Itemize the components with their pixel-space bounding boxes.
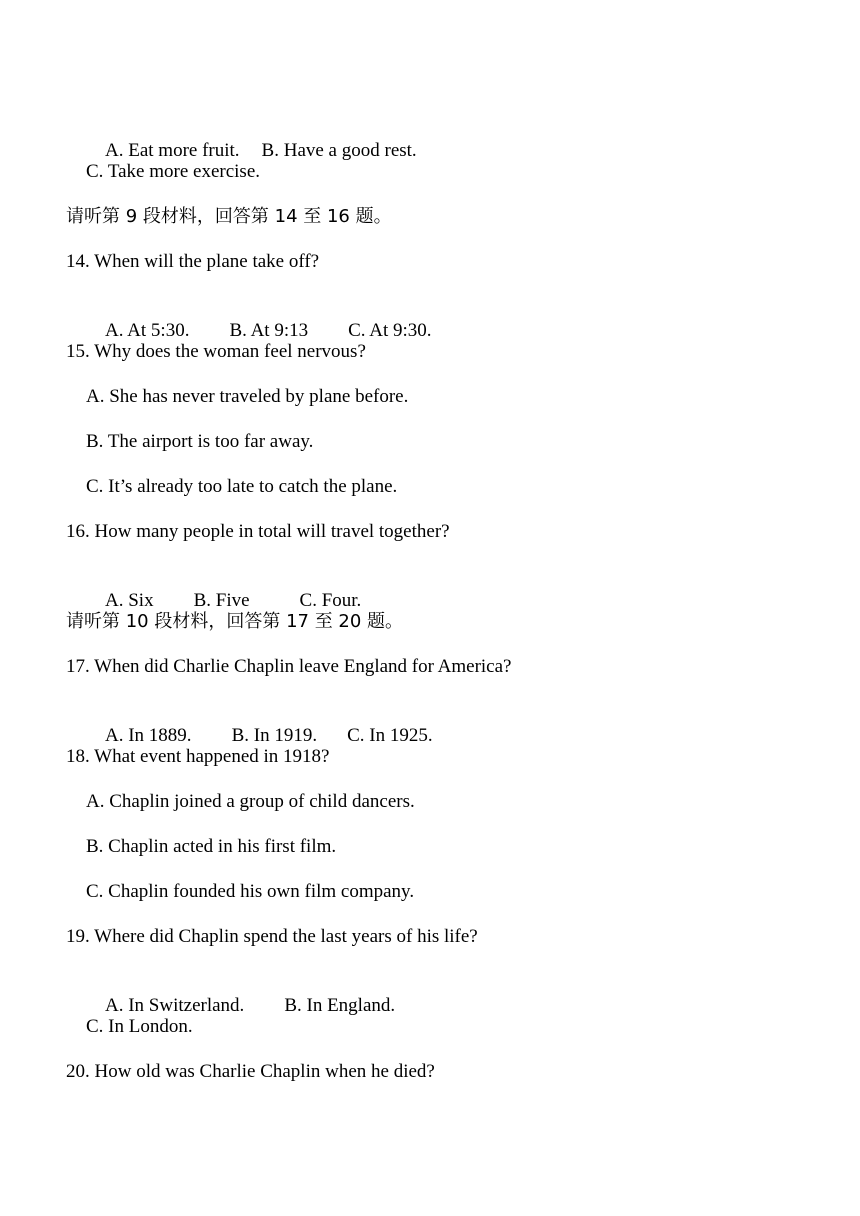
q18-option-b: B. Chaplin acted in his first film. — [86, 836, 337, 857]
section-10-instruction: 请听第 10 段材料，回答第 17 至 20 题。 — [66, 611, 404, 632]
q15-option-a: A. She has never traveled by plane before. — [86, 386, 409, 407]
q17-option-b: B. In 1919. — [231, 725, 318, 746]
q17-option-c: C. In 1925. — [347, 725, 433, 746]
q14-option-c: C. At 9:30. — [348, 320, 432, 341]
q19-option-b: B. In England. — [284, 995, 396, 1016]
q13-option-c: C. Take more exercise. — [86, 161, 260, 182]
q13-option-b: B. Have a good rest. — [261, 140, 417, 161]
q14-option-b: B. At 9:13 — [229, 320, 309, 341]
q16-option-a: A. Six — [105, 590, 154, 611]
q16-question: 16. How many people in total will travel together? — [66, 521, 450, 542]
q15-option-c: C. It’s already too late to catch the plane. — [86, 476, 398, 497]
q19-question: 19. Where did Chaplin spend the last years of his life? — [66, 926, 478, 947]
q17-option-a: A. In 1889. — [105, 725, 192, 746]
q15-option-b: B. The airport is too far away. — [86, 431, 314, 452]
q13-option-a: A. Eat more fruit. — [105, 140, 240, 161]
q15-question: 15. Why does the woman feel nervous? — [66, 341, 366, 362]
q14-option-a: A. At 5:30. — [105, 320, 190, 341]
q18-question: 18. What event happened in 1918? — [66, 746, 330, 767]
q16-option-b: B. Five — [193, 590, 250, 611]
q17-question: 17. When did Charlie Chaplin leave England for America? — [66, 656, 512, 677]
q18-option-a: A. Chaplin joined a group of child dancers. — [86, 791, 415, 812]
q20-question: 20. How old was Charlie Chaplin when he died? — [66, 1061, 435, 1082]
q19-option-c: C. In London. — [86, 1016, 193, 1037]
q14-question: 14. When will the plane take off? — [66, 251, 320, 272]
q19-option-a: A. In Switzerland. — [105, 995, 245, 1016]
q18-option-c: C. Chaplin founded his own film company. — [86, 881, 415, 902]
section-9-instruction: 请听第 9 段材料，回答第 14 至 16 题。 — [66, 206, 392, 227]
q16-option-c: C. Four. — [299, 590, 362, 611]
